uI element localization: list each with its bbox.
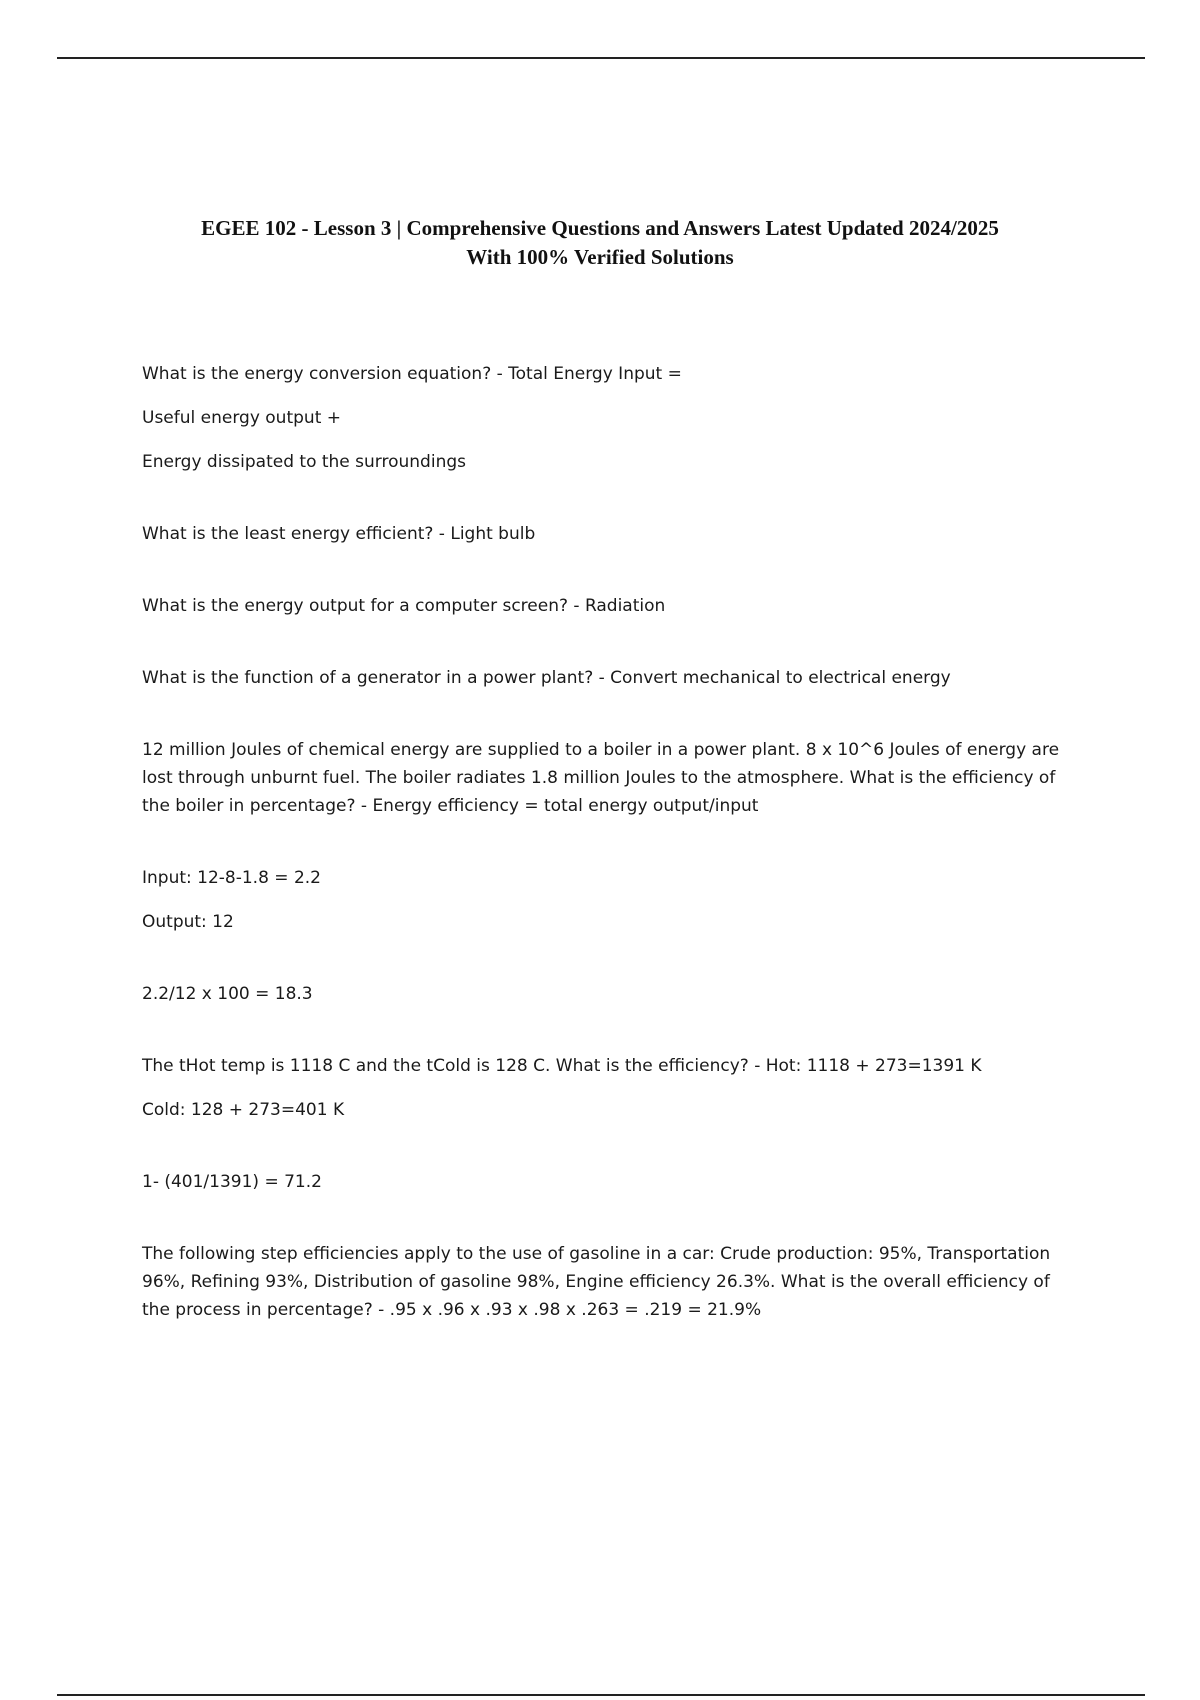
- qa-line: The tHot temp is 1118 C and the tCold is 128 C. What is the efficiency? - Hot: 1118 + 273=1391 K: [142, 1056, 982, 1076]
- top-rule: [57, 57, 1145, 59]
- qa-line: 1- (401/1391) = 71.2: [142, 1172, 322, 1192]
- qa-block-energy-equation: [142, 360, 1062, 476]
- qa-block-input-output: [142, 864, 1062, 936]
- document-body: [142, 360, 1062, 1324]
- title-line-1: EGEE 102 - Lesson 3 | Comprehensive Questions and Answers Latest Updated 2024/2025: [201, 216, 999, 240]
- qa-block-generator: [142, 664, 1062, 692]
- qa-line: Useful energy output +: [142, 408, 342, 428]
- qa-paragraph: 12 million Joules of chemical energy are supplied to a boiler in a power plant. 8 x 10^6 Joules of energy are lost through unburnt fuel. The boiler radiates 1.8 million Joules to the atmosphere. What is the efficiency of the boiler in percentage? - Energy efficiency = total energy output/input: [142, 740, 1060, 816]
- document-title: [120, 214, 1080, 272]
- qa-block-computer-screen: [142, 592, 1062, 620]
- qa-line: What is the energy output for a computer screen? - Radiation: [142, 596, 666, 616]
- title-line-2: With 100% Verified Solutions: [466, 245, 734, 269]
- qa-block-carnot-result: [142, 1168, 1062, 1196]
- qa-line: Energy dissipated to the surroundings: [142, 452, 466, 472]
- qa-line: What is the least energy efficient? - Light bulb: [142, 524, 536, 544]
- qa-line: 2.2/12 x 100 = 18.3: [142, 984, 313, 1004]
- qa-line: Output: 12: [142, 912, 234, 932]
- qa-block-carnot: [142, 1052, 1062, 1124]
- qa-block-least-efficient: [142, 520, 1062, 548]
- qa-block-boiler-result: [142, 980, 1062, 1008]
- qa-block-boiler-efficiency: [142, 736, 1062, 820]
- qa-line: Input: 12-8-1.8 = 2.2: [142, 868, 321, 888]
- qa-paragraph: The following step efficiencies apply to the use of gasoline in a car: Crude production: 95%, Transportation 96%, Refining 93%, Distribution of gasoline 98%, Engine efficiency 26.3%. What is the overall efficiency of the process in percentage? - .95 x .96 x .93 x .98 x .263 = .219 = 21.9%: [142, 1244, 1051, 1320]
- qa-line: Cold: 128 + 273=401 K: [142, 1100, 345, 1120]
- qa-block-gasoline-efficiency: [142, 1240, 1062, 1324]
- qa-line: What is the function of a generator in a power plant? - Convert mechanical to electrical energy: [142, 668, 951, 688]
- bottom-rule: [57, 1694, 1145, 1696]
- qa-line: What is the energy conversion equation? - Total Energy Input =: [142, 364, 682, 384]
